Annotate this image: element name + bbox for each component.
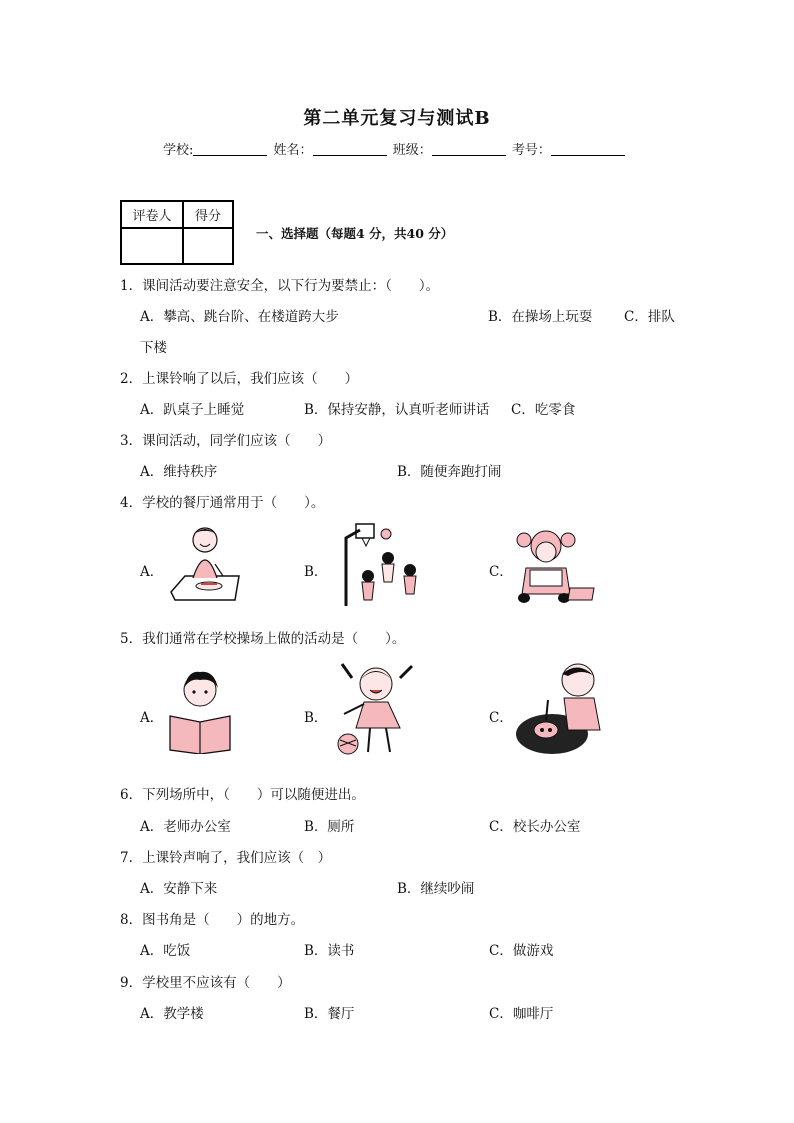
section-heading: 一、选择题（每题4 分，共40 分）	[256, 226, 454, 241]
q4-option-c[interactable]: C．	[489, 564, 513, 580]
question-9: 9．学校里不应该有（ ）	[120, 975, 291, 991]
q3-option-b[interactable]: B．随便奔跑打闹	[397, 464, 502, 480]
q5-option-b[interactable]: B．	[304, 710, 328, 726]
q6-option-b[interactable]: B．厕所	[304, 819, 355, 835]
painting-child-image[interactable]	[516, 660, 606, 756]
ball-girl-image[interactable]	[330, 658, 420, 758]
reviewer-header: 评卷人	[121, 201, 183, 228]
q7-option-b[interactable]: B．继续吵闹	[397, 881, 475, 897]
question-8: 8．图书角是（ ）的地方。	[120, 912, 305, 928]
name-blank[interactable]	[313, 143, 387, 156]
question-7: 7．上课铃声响了，我们应该（ ）	[120, 850, 332, 866]
question-5: 5．我们通常在学校操场上做的活动是（ ）。	[120, 631, 406, 647]
q8-option-b[interactable]: B．读书	[304, 943, 355, 959]
question-3: 3．课间活动，同学们应该（ ）	[120, 433, 332, 449]
q8-option-c[interactable]: C．做游戏	[489, 943, 554, 959]
q4-option-a[interactable]: A．	[140, 564, 164, 580]
q1-option-c-wrap: 下楼	[140, 340, 167, 356]
class-label: 班级：	[392, 143, 432, 158]
q9-option-a[interactable]: A．教学楼	[140, 1006, 204, 1022]
q1-option-c[interactable]: C．排队	[624, 309, 675, 325]
score-table	[120, 200, 234, 265]
reading-boy-image[interactable]	[166, 668, 236, 754]
number-label: 考号：	[511, 143, 551, 158]
question-4: 4．学校的餐厅通常用于（ ）。	[120, 495, 325, 511]
question-2: 2．上课铃响了以后，我们应该（ ）	[120, 371, 359, 387]
q9-option-b[interactable]: B．餐厅	[304, 1006, 355, 1022]
score-header: 得分	[183, 201, 233, 228]
name-label: 姓名：	[273, 143, 313, 158]
reviewer-cell[interactable]	[121, 228, 183, 264]
q2-option-c[interactable]: C．吃零食	[511, 402, 576, 418]
score-cell[interactable]	[183, 228, 233, 264]
q2-option-b[interactable]: B．保持安静，认真听老师讲话	[304, 402, 490, 418]
class-blank[interactable]	[432, 143, 506, 156]
q2-option-a[interactable]: A．趴桌子上睡觉	[140, 402, 245, 418]
q6-option-a[interactable]: A．老师办公室	[140, 819, 231, 835]
q5-option-a[interactable]: A．	[140, 710, 164, 726]
q7-option-a[interactable]: A．安静下来	[140, 881, 218, 897]
reading-girl-image[interactable]	[512, 524, 596, 606]
page-title: 第二单元复习与测试B	[303, 108, 491, 129]
q1-option-a[interactable]: A．攀高、跳台阶、在楼道跨大步	[140, 309, 339, 325]
q4-option-b[interactable]: B．	[304, 564, 328, 580]
number-blank[interactable]	[551, 143, 625, 156]
q6-option-c[interactable]: C．校长办公室	[489, 819, 581, 835]
q3-option-a[interactable]: A．维持秩序	[140, 464, 218, 480]
q9-option-c[interactable]: C．咖啡厅	[489, 1006, 554, 1022]
school-blank[interactable]	[193, 143, 267, 156]
q1-option-b[interactable]: B．在操场上玩耍	[488, 309, 593, 325]
school-label: 学校:	[163, 143, 194, 158]
q5-option-c[interactable]: C．	[489, 710, 513, 726]
q8-option-a[interactable]: A．吃饭	[140, 943, 191, 959]
basketball-children-image[interactable]	[330, 520, 430, 610]
question-6: 6．下列场所中，（ ）可以随便进出。	[120, 787, 365, 803]
info-line	[163, 139, 627, 158]
question-1: 1．课间活动要注意安全，以下行为要禁止：（ ）。	[120, 278, 440, 294]
eating-child-image[interactable]	[165, 520, 245, 606]
